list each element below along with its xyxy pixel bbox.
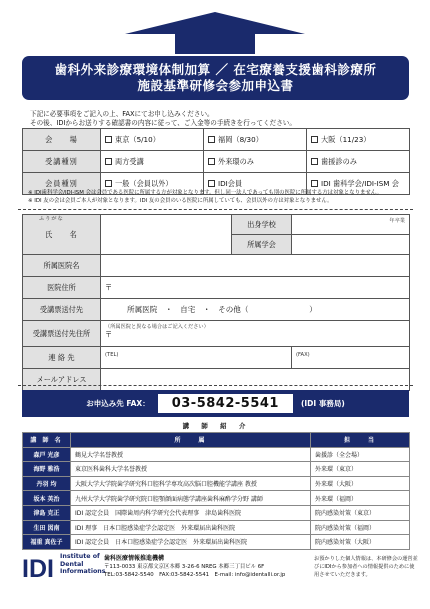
grad-year-label: 年卒業 xyxy=(389,218,405,224)
column-header: 担 当 xyxy=(311,433,410,448)
member-option-idi[interactable]: IDI会員 xyxy=(204,173,307,195)
table-row xyxy=(23,447,410,462)
lecturer-role: 外来環（福岡） xyxy=(311,491,410,506)
affiliation-input[interactable] xyxy=(292,235,410,255)
checkbox[interactable] xyxy=(208,180,215,187)
lecturer-affiliation: IDI 認定会員 日本口腔感染症学会認定医 外来環届出歯科医院 xyxy=(71,535,311,550)
ticket-to-label: 受講票送付先 xyxy=(23,299,101,321)
lecturer-affiliation: 九州大学大学院歯学研究院口腔顎顔面病態学講座歯科麻酔学分野 講師 xyxy=(71,491,311,506)
lecturer-role: 外来環（東京） xyxy=(311,462,410,477)
idi-logo xyxy=(22,553,58,581)
address-label: 医院住所 xyxy=(23,277,101,299)
ticket-to-row xyxy=(23,299,410,321)
checkbox[interactable] xyxy=(105,136,112,143)
disclaimer-line2: ※ IDI 友の会は会員ご本人が対象となります。IDI 友の会員のいる医院に所属していても、会員以外の方は対象となりません。 xyxy=(28,197,333,204)
course-option-outpatient[interactable]: 外来環のみ xyxy=(204,151,307,173)
name-label: 氏 名 xyxy=(45,229,78,239)
lecturer-name: 福重 真佐子 xyxy=(23,535,71,550)
brand-name xyxy=(60,553,106,576)
column-header: 所 属 xyxy=(71,433,311,448)
brand-line: Informations xyxy=(60,568,106,575)
logo-text: IDI xyxy=(22,555,54,581)
checkbox[interactable] xyxy=(105,180,112,187)
table-row xyxy=(23,462,410,477)
lecturer-affiliation: 鶴見大学名誉教授 xyxy=(71,447,311,462)
course-option-homecare[interactable]: 歯援診のみ xyxy=(307,151,410,173)
lecturer-role: 院内感染対策（福岡） xyxy=(311,520,410,535)
lecturer-affiliation: 東京医科歯科大学名誉教授 xyxy=(71,462,311,477)
checkbox[interactable] xyxy=(311,180,318,187)
member-option-general[interactable]: 一般（会員以外） xyxy=(101,173,204,195)
name-row xyxy=(23,215,410,235)
ticket-address-note: （所属医院と異なる場合はご記入ください） xyxy=(105,324,209,330)
ticket-address-label: 受講票送付先住所 xyxy=(23,321,101,347)
checkbox[interactable] xyxy=(311,136,318,143)
title-line2: 施設基準研修会参加申込書 xyxy=(137,78,294,93)
course-row xyxy=(23,151,410,173)
checkbox[interactable] xyxy=(311,158,318,165)
lecturers-table xyxy=(22,432,410,550)
title-banner xyxy=(22,56,409,100)
table-row xyxy=(23,491,410,506)
member-label: 会員種別 xyxy=(23,173,101,195)
postal-mark: 〒 xyxy=(105,282,113,292)
fax-label: (FAX) xyxy=(296,352,310,358)
privacy-note: お預かりした個人情報は、本研修会の運営並びにIDIから参加者への情報提供のために使用させていただきます。 xyxy=(314,556,418,578)
title-line1: 歯科外来診療環境体制加算 ／ 在宅療養支援歯科診療所 xyxy=(54,62,377,77)
course-option-both[interactable]: 両方受講 xyxy=(101,151,204,173)
email-input[interactable] xyxy=(101,369,410,391)
instruction-line2: その後、IDIからお送りする確認書の内容に従って、ご入金等の手続きを行ってください。 xyxy=(30,119,296,127)
address-row xyxy=(23,277,410,299)
company-name: 歯科医療情報推進機構 xyxy=(104,555,165,562)
lecturer-affiliation: 大阪大学大学院歯学研究科口腔科学専攻高次脳口腔機能学講座 教授 xyxy=(71,476,311,491)
cut-line xyxy=(18,209,413,210)
session-table xyxy=(22,128,410,195)
brand-line: Institute of xyxy=(60,553,100,560)
fax-bar-label: お申込み先 FAX： xyxy=(86,399,150,408)
table-row xyxy=(23,476,410,491)
instruction-line1: 下記に必要事項をご記入の上、FAXにてお申し込みください。 xyxy=(30,110,214,118)
lecturer-role: 院内感染対策（東京） xyxy=(311,505,410,520)
fax-bar xyxy=(22,390,409,417)
lecturers-header-row xyxy=(23,433,410,448)
table-row xyxy=(23,505,410,520)
company-contact: TEL:03-5842-5540 FAX:03-5842-5541 E-mail: info@identalli.or.jp xyxy=(104,572,286,578)
email-row xyxy=(23,369,410,391)
venue-row xyxy=(23,129,410,151)
tel-input[interactable] xyxy=(101,347,292,369)
lecturer-name: 森戸 光彦 xyxy=(23,447,71,462)
name-label-cell xyxy=(23,215,101,255)
ticket-address-input[interactable] xyxy=(101,321,410,347)
clinic-input[interactable] xyxy=(101,255,410,277)
disclaimer xyxy=(28,190,418,205)
lecturer-role: 外来環（大阪） xyxy=(311,476,410,491)
company-info xyxy=(104,555,285,579)
table-row xyxy=(23,535,410,550)
lecturer-role: 歯援診（全会場） xyxy=(311,447,410,462)
member-option-society[interactable]: IDI 歯科学会/IDI-ISM 会 xyxy=(307,173,410,195)
lecturer-name: 海野 雅浩 xyxy=(23,462,71,477)
clinic-row xyxy=(23,255,410,277)
clinic-label: 所属医院名 xyxy=(23,255,101,277)
application-form xyxy=(22,214,410,391)
affiliation-label: 所属学会 xyxy=(232,235,292,255)
venue-option-fukuoka[interactable]: 福岡（8/30） xyxy=(204,129,307,151)
cut-line xyxy=(18,385,413,386)
furigana-label: ふりがな xyxy=(39,216,64,222)
lecturer-affiliation: IDI 認定会員 国際歯周内科学研究会代表理事 津島歯科医院 xyxy=(71,505,311,520)
lecturer-name: 津島 克正 xyxy=(23,505,71,520)
contact-row xyxy=(23,347,410,369)
address-input[interactable] xyxy=(101,277,410,299)
venue-option-osaka[interactable]: 大阪（11/23） xyxy=(307,129,410,151)
table-row xyxy=(23,520,410,535)
checkbox[interactable] xyxy=(208,136,215,143)
ticket-address-row xyxy=(23,321,410,347)
postal-mark: 〒 xyxy=(105,330,113,339)
fax-input[interactable] xyxy=(292,347,410,369)
brand-line: Dental xyxy=(60,560,84,568)
tel-label: (TEL) xyxy=(105,352,119,358)
lecturer-role: 院内感染対策（大阪） xyxy=(311,535,410,550)
arrow-up-icon xyxy=(125,12,305,54)
venue-option-tokyo[interactable]: 東京（5/10） xyxy=(101,129,204,151)
email-label: メールアドレス xyxy=(23,369,101,391)
lecturers-heading: 講 師 紹 介 xyxy=(182,422,249,430)
company-address: 〒113-0033 東京都文京区本郷 3-26-6 NREG 本郷三丁目ビル 6F xyxy=(104,564,265,570)
lecturer-name: 生田 図南 xyxy=(23,520,71,535)
school-input[interactable] xyxy=(292,215,410,235)
checkbox[interactable] xyxy=(105,158,112,165)
school-label: 出身学校 xyxy=(232,215,292,235)
fax-recipient: (IDI 事務局) xyxy=(300,399,345,408)
lecturer-name: 坂本 英治 xyxy=(23,491,71,506)
contact-label: 連 絡 先 xyxy=(23,347,101,369)
course-label: 受講種別 xyxy=(23,151,101,173)
name-input[interactable] xyxy=(101,215,232,255)
ticket-to-options[interactable]: 所属医院 ・ 自宅 ・ その他（ ） xyxy=(101,299,410,321)
lecturer-affiliation: IDI 理事 日本口腔感染症学会認定医 外来環届出歯科医院 xyxy=(71,520,311,535)
checkbox[interactable] xyxy=(208,158,215,165)
venue-label: 会 場 xyxy=(23,129,101,151)
lecturer-name: 丹羽 均 xyxy=(23,476,71,491)
disclaimer-line1: ※ IDI歯科学会/IDI-ISM 会は会員である医院に所属する方が対象となります。但し同一法人であっても別の医院に所属する方は対象となりません。 xyxy=(28,190,382,196)
fax-number: 03-5842-5541 xyxy=(158,394,293,413)
column-header: 講 師 名 xyxy=(23,433,71,448)
